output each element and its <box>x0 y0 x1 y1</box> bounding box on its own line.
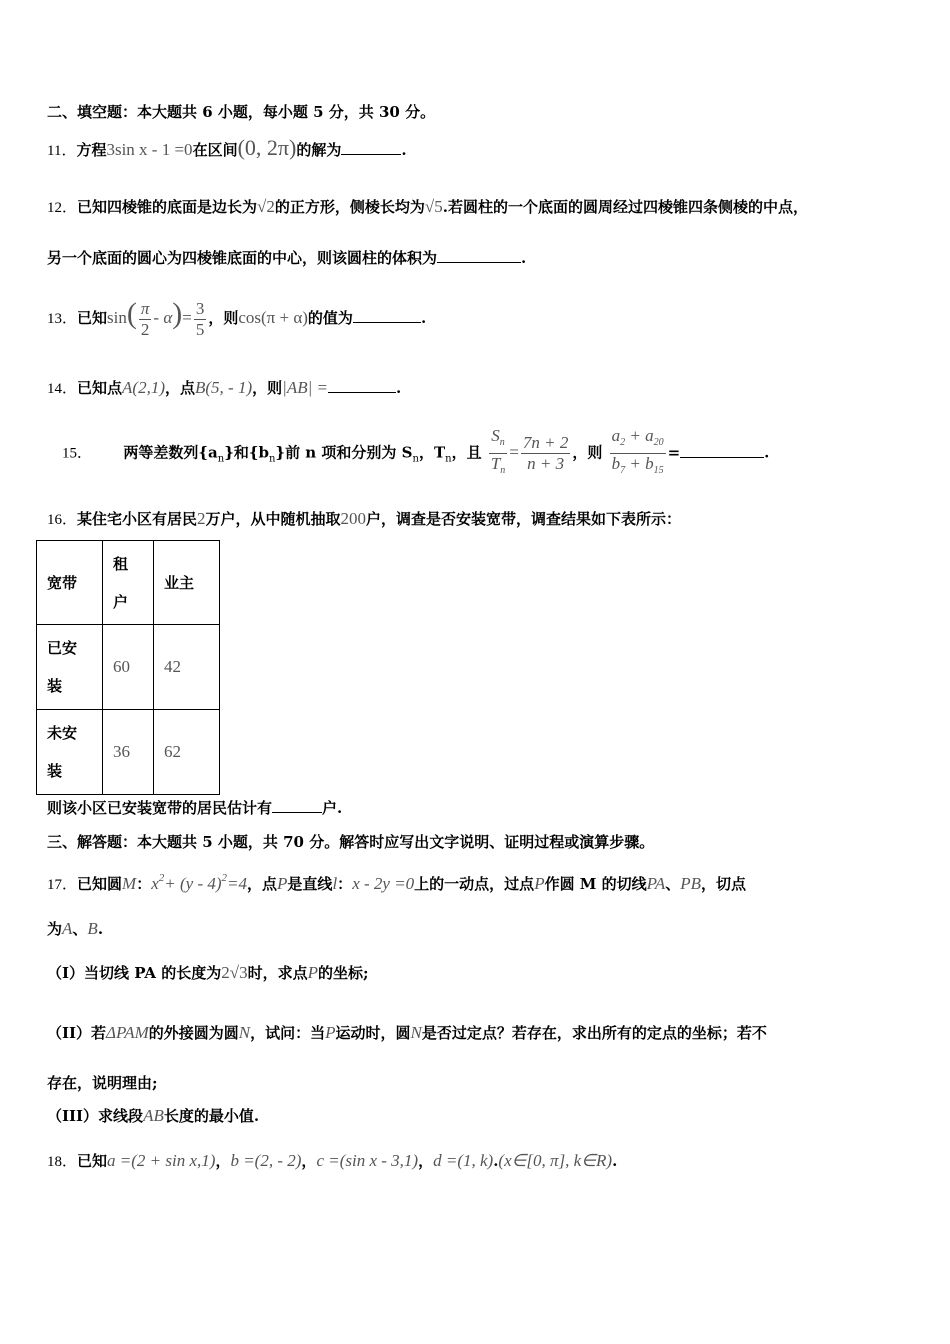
interval: (0, 2π) <box>237 135 297 160</box>
answer-blank <box>353 308 421 323</box>
question-number: 18． <box>47 1154 78 1170</box>
answer-blank <box>272 798 322 813</box>
question-number: 17． <box>47 877 78 893</box>
fraction-pi-over-2: $\frac{\pi}{2}$ <box>140 298 150 339</box>
question-number: 15． <box>62 445 93 462</box>
question-11: 11．方程3sin x - 1 =0在区间(0, 2π)的解为 . <box>47 135 407 160</box>
question-17-part-2-line-2: 存在，说明理由; <box>47 1074 158 1092</box>
question-17-part-2: （II）若ΔPAM的外接圆为圆N，试问：当P运动时，圆N是否过定点？若存在，求出所有的定点的坐标；若不 <box>47 1023 767 1042</box>
vector-c: c =(sin x - 3,1) <box>316 1151 419 1170</box>
table-header-cell: 宽带 <box>37 541 103 625</box>
question-18: 18．已知a =(2 + sin x,1)，b =(2, - 2)，c =(sin x - 3,1)，d =(1, k).(x∈[0, π], k∈R). <box>47 1151 618 1170</box>
table-cell: 36 <box>103 710 154 795</box>
table-header-cell: 业主 <box>154 541 220 625</box>
vector-b: b =(2, - 2) <box>230 1151 302 1170</box>
question-number: 13． <box>47 311 78 327</box>
fraction-expression: $\frac{7n + 2}{n + 3}$ <box>522 433 569 473</box>
answer-blank <box>328 378 396 393</box>
point-a: A(2,1) <box>122 378 165 397</box>
question-number: 16． <box>47 512 78 528</box>
section-2-heading: 二、填空题：本大题共 6 小题，每小题 5 分，共 30 分。 <box>47 103 436 121</box>
question-16: 16．某住宅小区有居民2万户，从中随机抽取200户，调查是否安装宽带，调查结果如下表所示： <box>47 509 682 528</box>
question-17-part-1: （I）当切线 PA 的长度为2√3时，求点P的坐标; <box>47 963 369 982</box>
fraction-a-over-b: $\frac{a_2 + a_{20}}{b_7 + b_{15}}$ <box>611 426 664 476</box>
sqrt-2: √2 <box>257 197 275 216</box>
question-12: 12．已知四棱锥的底面是边长为√2的正方形，侧棱长均为√5.若圆柱的一个底面的圆周经过四棱锥四条侧棱的中点， <box>47 197 808 216</box>
table-row-label: 未安 装 <box>37 710 103 795</box>
condition: (x∈[0, π], k∈R) <box>498 1151 613 1170</box>
table-cell: 62 <box>154 710 220 795</box>
answer-blank <box>680 443 764 458</box>
question-number: 11． <box>47 143 77 159</box>
question-17-part-3: （III）求线段AB长度的最小值. <box>47 1106 260 1125</box>
question-12-line-2: 另一个底面的圆心为四棱锥底面的中心，则该圆柱的体积为 . <box>47 249 527 267</box>
table-cell: 60 <box>103 625 154 710</box>
question-13: 13．已知sin( $\frac{\pi}{2}$ - α)= $\frac{3}{5}$ ，则cos(π + α)的值为 . <box>47 297 427 339</box>
question-14: 14．已知点A(2,1)，点B(5, - 1)，则|AB| = . <box>47 378 402 397</box>
table-row <box>37 710 220 795</box>
vector-d: d =(1, k) <box>433 1151 494 1170</box>
circle-equation: $x^2+ (y - 4)^2=4$ <box>151 872 248 893</box>
equation: 3sin x - 1 =0 <box>106 140 193 159</box>
answer-blank <box>341 140 401 155</box>
question-number: 14． <box>47 381 78 397</box>
ab-length: |AB| = <box>282 378 328 397</box>
section-3-heading: 三、解答题：本大题共 5 小题，共 70 分。解答时应写出文字说明、证明过程或演算步骤。 <box>47 833 655 851</box>
vector-a: a =(2 + sin x,1) <box>107 1151 216 1170</box>
fraction-3-over-5: $\frac{3}{5}$ <box>195 298 205 339</box>
table-cell: 42 <box>154 625 220 710</box>
answer-blank <box>437 248 521 263</box>
fraction-s-over-t: $\frac{S_n}{T_n}$ <box>490 426 506 476</box>
point-b: B(5, - 1) <box>195 378 253 397</box>
table-header-cell: 租 户 <box>103 541 154 625</box>
table-row <box>37 625 220 710</box>
sqrt-5: √5 <box>424 197 443 216</box>
question-17: 17．已知圆M：$x^2+ (y - 4)^2=4$，点P是直线l：x - 2y =0上的一动点，过点P作圆 M 的切线PA、PB，切点 <box>47 872 747 893</box>
question-17-line-2: 为A、B. <box>47 919 104 938</box>
question-15: 15． 两等差数列$\{a_n\}$和$\{b_n\}$前 n 项和分别为 $S_n$，$T_n$，且 $\frac{S_n}{T_n}$ = $\frac{7n + 2}{n + 3}$ ，则 $\frac{a_2 + a_{20}}{b_7 + b_{15}}$ = . <box>62 426 769 476</box>
survey-table <box>36 540 220 795</box>
table-header-row <box>37 541 220 625</box>
line-equation: x - 2y =0 <box>352 874 415 893</box>
table-row-label: 已安 装 <box>37 625 103 710</box>
question-number: 12． <box>47 200 78 216</box>
question-16-answer-line: 则该小区已安装宽带的居民估计有 户. <box>47 799 343 817</box>
cos-expression: cos(π + α) <box>238 308 308 327</box>
